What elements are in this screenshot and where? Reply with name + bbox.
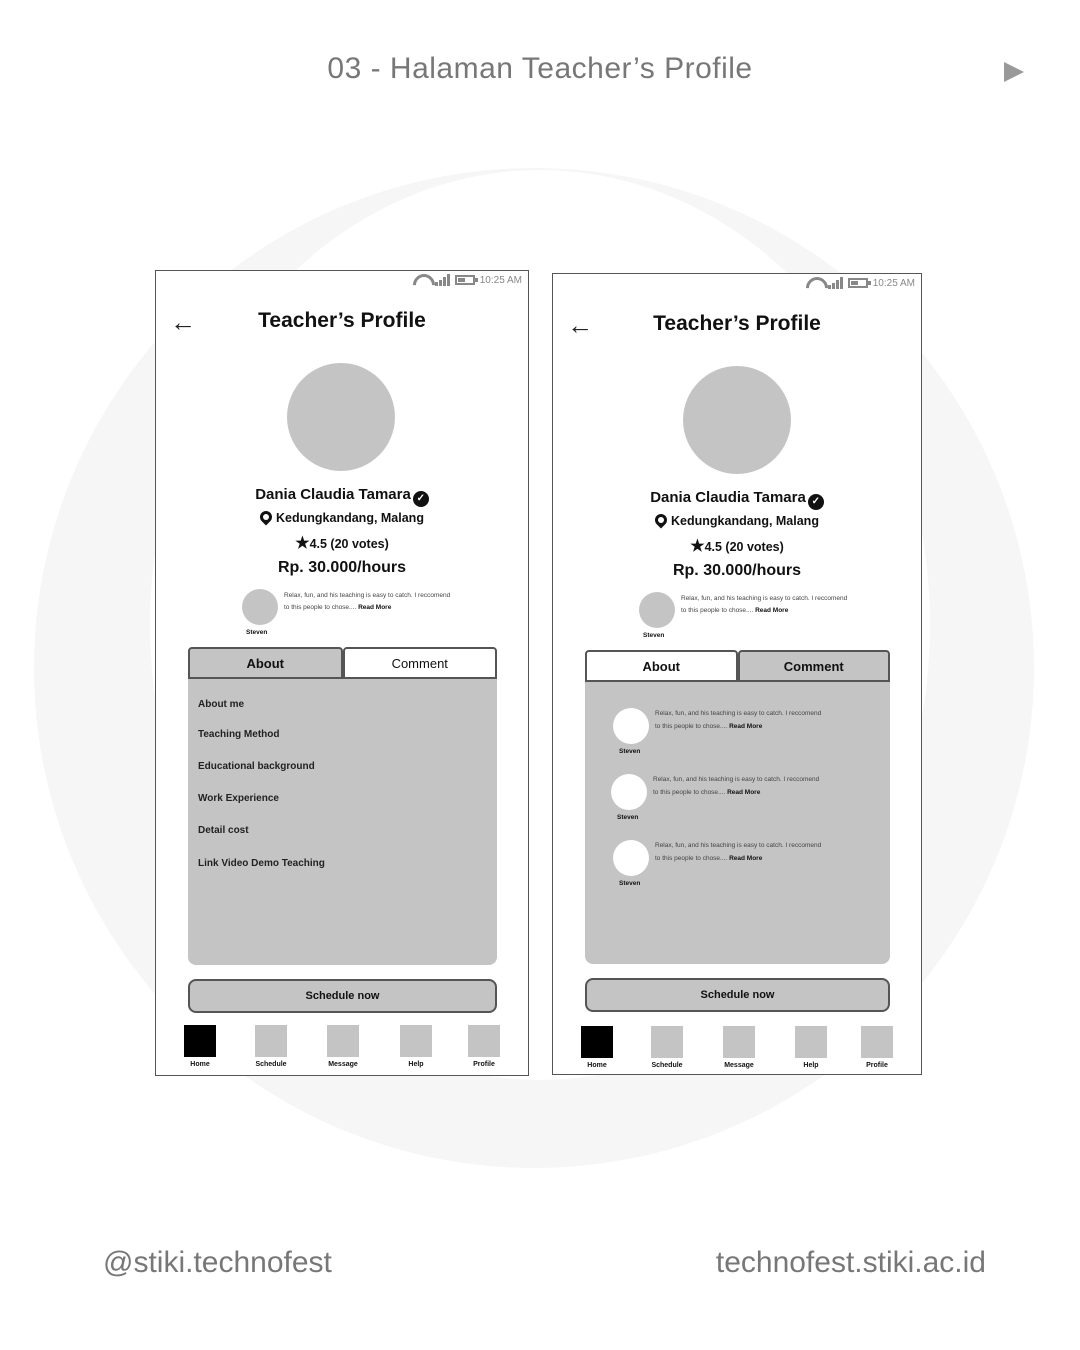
status-bar (412, 274, 522, 286)
teacher-location: Kedungkandang, Malang (276, 511, 424, 525)
footer-website[interactable]: technofest.stiki.ac.id (715, 1246, 986, 1279)
schedule-icon (651, 1026, 683, 1058)
bottom-nav (180, 1025, 510, 1071)
comment-text: Relax, fun, and his teaching is easy to catch. I reccomend to this people to chose.... (653, 776, 820, 796)
teacher-price: Rp. 30.000/hours (277, 559, 407, 576)
teacher-name-row (553, 489, 921, 510)
reviewer-avatar (242, 589, 278, 625)
comment-item (611, 774, 821, 834)
nav-help-label: Help (408, 1061, 424, 1068)
phone-screen-comment (552, 273, 922, 1075)
profile-icon (861, 1026, 893, 1058)
teacher-location: Kedungkandang, Malang (671, 514, 819, 528)
review-text-block (284, 590, 454, 614)
comment-text-block (655, 708, 823, 733)
nav-schedule-label: Schedule (651, 1062, 683, 1069)
about-item-teaching-method[interactable]: Teaching Method (198, 729, 280, 740)
teacher-name: Dania Claudia Tamara (255, 486, 411, 503)
tab-about[interactable]: About (585, 650, 738, 682)
wifi-icon (412, 274, 430, 286)
signal-icon (828, 277, 843, 289)
status-bar (805, 277, 915, 289)
home-icon (184, 1025, 216, 1057)
battery-icon (455, 275, 475, 285)
location-pin-icon (258, 509, 275, 526)
read-more-link[interactable]: Read More (729, 722, 763, 730)
location-pin-icon (653, 512, 670, 529)
about-item-educational-background[interactable]: Educational background (198, 761, 315, 772)
status-time: 10:25 AM (479, 274, 522, 286)
comment-text: Relax, fun, and his teaching is easy to catch. I reccomend to this people to chose.... (655, 842, 822, 862)
teacher-rating: 4.5 (20 votes) (704, 540, 784, 554)
page-title: 03 - Halaman Teacher’s Profile (327, 52, 753, 85)
nav-help[interactable] (791, 1026, 831, 1069)
rating-row (156, 533, 528, 553)
review-text: Relax, fun, and his teaching is easy to catch. I reccomend to this people to chose.... (284, 592, 451, 611)
reviewer-name: Steven (246, 629, 268, 636)
signal-icon (435, 274, 450, 286)
back-arrow-icon[interactable]: ← (170, 307, 196, 337)
read-more-link[interactable]: Read More (727, 788, 761, 796)
nav-schedule-label: Schedule (255, 1061, 287, 1068)
nav-profile[interactable] (464, 1025, 504, 1068)
nav-home-label: Home (190, 1061, 210, 1068)
verified-icon: ✓ (413, 491, 429, 507)
tab-comment[interactable]: Comment (343, 647, 498, 679)
about-item-detail-cost[interactable]: Detail cost (198, 825, 249, 836)
nav-help-label: Help (803, 1062, 819, 1069)
back-arrow-icon[interactable]: ← (567, 310, 593, 340)
teacher-avatar (683, 366, 791, 474)
play-icon[interactable] (1004, 62, 1024, 82)
star-icon: ★ (690, 538, 705, 555)
profile-icon (468, 1025, 500, 1057)
battery-icon (848, 278, 868, 288)
commenter-name: Steven (619, 880, 641, 887)
nav-message[interactable] (323, 1025, 363, 1068)
help-icon (400, 1025, 432, 1057)
bottom-nav (577, 1026, 907, 1072)
nav-profile-label: Profile (473, 1061, 495, 1068)
about-item-link-video-demo[interactable]: Link Video Demo Teaching (198, 858, 325, 869)
comment-text-block (655, 840, 823, 865)
review-text-block (681, 593, 851, 617)
commenter-name: Steven (617, 814, 639, 821)
profile-tabs (188, 647, 497, 679)
schedule-icon (255, 1025, 287, 1057)
tab-about[interactable]: About (188, 647, 343, 679)
nav-message-label: Message (328, 1061, 358, 1068)
message-icon (723, 1026, 755, 1058)
commenter-avatar (613, 840, 649, 876)
nav-message[interactable] (719, 1026, 759, 1069)
comment-item (613, 708, 823, 768)
read-more-link[interactable]: Read More (755, 607, 789, 614)
nav-home[interactable] (577, 1026, 617, 1069)
phone-screen-about (155, 270, 529, 1076)
comment-text: Relax, fun, and his teaching is easy to catch. I reccomend to this people to chose.... (655, 710, 822, 730)
wifi-icon (805, 277, 823, 289)
about-item-about-me[interactable]: About me (198, 699, 245, 710)
nav-profile-label: Profile (866, 1062, 888, 1069)
about-item-work-experience[interactable]: Work Experience (198, 793, 279, 804)
home-icon (581, 1026, 613, 1058)
commenter-avatar (613, 708, 649, 744)
nav-home-label: Home (587, 1062, 607, 1069)
reviewer-avatar (639, 592, 675, 628)
location-row (156, 511, 528, 525)
teacher-price: Rp. 30.000/hours (672, 562, 802, 579)
verified-icon: ✓ (808, 494, 824, 510)
status-time: 10:25 AM (872, 277, 915, 289)
nav-message-label: Message (724, 1062, 754, 1069)
tab-comment[interactable]: Comment (738, 650, 891, 682)
teacher-avatar (287, 363, 395, 471)
teacher-rating: 4.5 (20 votes) (309, 537, 389, 551)
nav-profile[interactable] (857, 1026, 897, 1069)
rating-row (553, 536, 921, 556)
schedule-now-button[interactable]: Schedule now (585, 978, 890, 1012)
teacher-name-row (156, 486, 528, 507)
commenter-name: Steven (619, 748, 641, 755)
nav-schedule[interactable] (251, 1025, 291, 1068)
screen-title: Teacher’s Profile (258, 309, 426, 332)
commenter-avatar (611, 774, 647, 810)
comment-text-block (653, 774, 821, 799)
comment-item (613, 840, 823, 900)
nav-help[interactable] (396, 1025, 436, 1068)
comment-panel (585, 682, 890, 964)
nav-home[interactable] (180, 1025, 220, 1068)
read-more-link[interactable]: Read More (729, 854, 763, 862)
about-panel (188, 679, 497, 965)
message-icon (327, 1025, 359, 1057)
nav-schedule[interactable] (647, 1026, 687, 1069)
reviewer-name: Steven (643, 632, 665, 639)
read-more-link[interactable]: Read More (358, 604, 392, 611)
screen-title: Teacher’s Profile (653, 312, 821, 335)
profile-tabs (585, 650, 890, 682)
star-icon: ★ (295, 535, 310, 552)
teacher-name: Dania Claudia Tamara (650, 489, 806, 506)
help-icon (795, 1026, 827, 1058)
schedule-now-button[interactable]: Schedule now (188, 979, 497, 1013)
footer-instagram-handle[interactable]: @stiki.technofest (103, 1246, 332, 1279)
location-row (553, 514, 921, 528)
review-text: Relax, fun, and his teaching is easy to catch. I reccomend to this people to chose.... (681, 595, 848, 614)
